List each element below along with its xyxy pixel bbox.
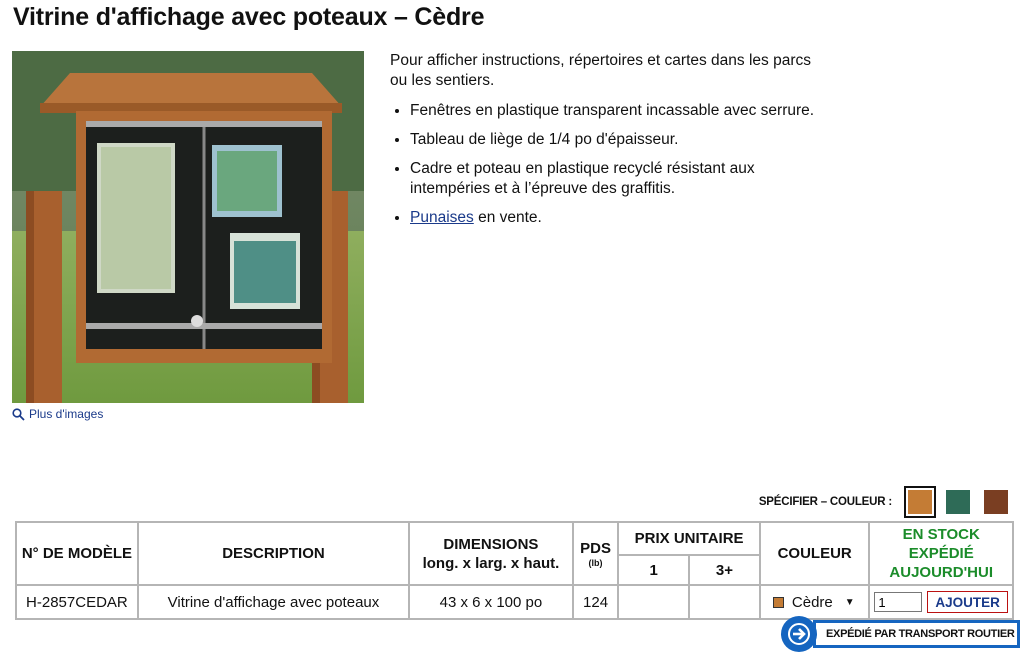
product-description (390, 51, 830, 237)
header-pds (573, 522, 619, 585)
feature-item: • Tableau de liège de 1/4 po d'épaisseur. (410, 130, 830, 150)
cell-pds: 124 (573, 585, 619, 619)
cell-price-1 (618, 585, 689, 619)
stock-line: EXPÉDIÉ (908, 545, 974, 562)
feature-item (410, 208, 830, 228)
feature-item: • Cadre et poteau en plastique recyclé résistant aux intempéries et à l’épreuve des graffitis. (410, 159, 830, 199)
swatch-green[interactable] (942, 486, 974, 518)
quantity-input[interactable] (874, 592, 922, 612)
header-unit-price: PRIX UNITAIRE (618, 522, 760, 555)
arrow-right-icon (781, 616, 817, 652)
header-price-3: 3+ (689, 555, 760, 585)
color-select[interactable] (761, 594, 869, 611)
cell-dimensions: 43 x 6 x 100 po (409, 585, 573, 619)
accessory-suffix: en vente. (473, 209, 542, 226)
header-color: COULEUR (760, 522, 870, 585)
product-table (15, 521, 1014, 620)
color-selector (759, 486, 1012, 518)
stock-line: EN STOCK (902, 526, 980, 543)
table-row (16, 585, 1013, 619)
shipping-label: EXPÉDIÉ PAR TRANSPORT ROUTIER (813, 620, 1020, 648)
color-select-value: Cèdre (791, 593, 833, 611)
product-image[interactable] (12, 51, 364, 403)
swatch-fill (984, 490, 1008, 514)
header-pds-label: PDS (580, 540, 611, 557)
color-selector-label: SPÉCIFIER – COULEUR : (758, 496, 892, 508)
accessory-link[interactable]: Punaises (410, 209, 474, 226)
product-intro: Pour afficher instructions, répertoires et cartes dans les parcs ou les sentiers. (390, 52, 811, 89)
cell-description: Vitrine d'affichage avec poteaux (138, 585, 409, 619)
header-dimensions-label: DIMENSIONS (443, 535, 539, 553)
chevron-down-icon: ▼ (844, 596, 855, 608)
shipping-notice (781, 617, 1020, 651)
header-model: N° DE MODÈLE (16, 522, 138, 585)
feature-list (390, 101, 830, 228)
swatch-brown[interactable] (980, 486, 1012, 518)
header-dimensions-sub: long. x larg. x haut. (422, 554, 560, 572)
swatch-cedar[interactable] (904, 486, 936, 518)
header-stock (869, 522, 1013, 585)
cell-add (869, 585, 1013, 619)
more-images-label: Plus d'images (29, 407, 104, 421)
page-title: Vitrine d'affichage avec poteaux – Cèdre (13, 3, 485, 31)
header-pds-unit: (lb) (588, 558, 603, 568)
stock-line: AUJOURD'HUI (889, 564, 993, 581)
magnifier-icon (12, 408, 25, 421)
cell-model: H-2857CEDAR (16, 585, 138, 619)
more-images-link[interactable] (12, 407, 103, 421)
feature-item: • Fenêtres en plastique transparent incassable avec serrure. (410, 101, 830, 121)
header-dimensions (409, 522, 573, 585)
cell-price-3 (689, 585, 760, 619)
header-price-1: 1 (618, 555, 689, 585)
header-description: DESCRIPTION (138, 522, 409, 585)
color-dot (773, 597, 784, 608)
cell-color (760, 585, 870, 619)
swatch-fill (908, 490, 932, 514)
swatch-fill (946, 490, 970, 514)
add-to-cart-button[interactable]: AJOUTER (927, 591, 1008, 613)
